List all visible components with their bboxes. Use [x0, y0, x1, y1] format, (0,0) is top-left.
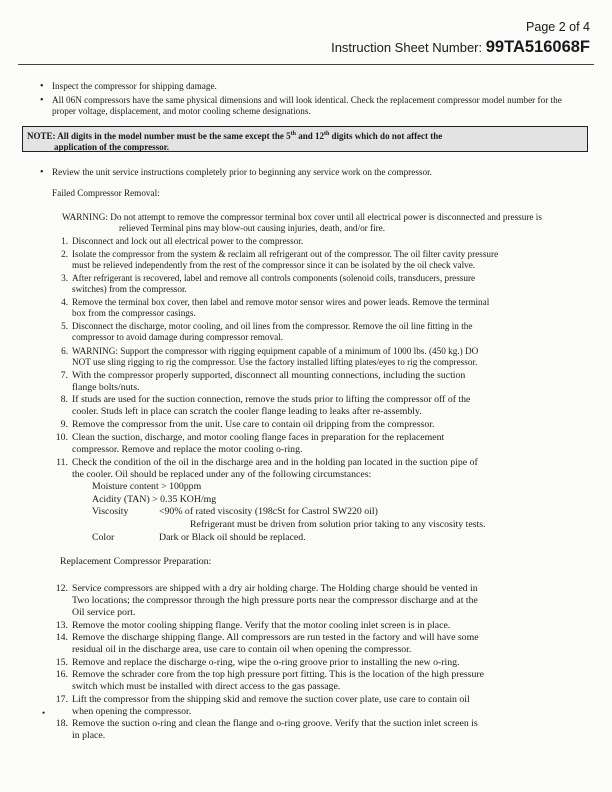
step-number: 6. — [61, 346, 68, 356]
removal-step-10 — [55, 432, 587, 456]
bullet-review: • Review the unit service instructions completely prior to beginning any service work on the compressor. — [52, 167, 572, 178]
step-number: 9. — [60, 419, 68, 430]
step-text: must be relieved independently from the rest of the compressor since it can be isolated by the oil check valve. — [72, 260, 476, 270]
step-number: 12. — [55, 583, 68, 594]
step-number: 11. — [56, 457, 68, 468]
oil-viscosity-value: <90% of rated viscosity (198cSt for Castrol SW220 oil) — [159, 506, 378, 517]
step-text: residual oil in the discharge area, use care to contain oil when opening the compressor. — [72, 644, 412, 655]
removal-step-6 — [61, 346, 587, 368]
step-number: 8. — [60, 394, 68, 405]
bullet-model-check: • All 06N compressors have the same physical dimensions and will look identical. Check the replacement compressor model number for the proper voltage, displacement, and motor cooling scheme designations. — [52, 95, 572, 117]
oil-color-label: Color — [92, 532, 115, 543]
bullet-inspect: • Inspect the compressor for shipping damage. — [52, 81, 572, 92]
removal-step-3 — [61, 273, 587, 295]
step-text: WARNING: Support the compressor with rigging equipment capable of a minimum of 1000 lbs. (450 kg.) DO — [72, 346, 479, 356]
step-text: in place. — [72, 730, 106, 741]
note-text-a: NOTE: All digits in the model number must be the same except the 5 — [27, 131, 291, 141]
step-text: With the compressor properly supported, disconnect all mounting connections, including the suction — [72, 370, 466, 381]
sheet-number: 99TA516068F — [485, 38, 590, 56]
step-text: cooler. Studs left in place can scratch the cooler flange leading to leaks after re-assembly. — [72, 406, 422, 417]
oil-acidity: Acidity (TAN) > 0.35 KOH/mg — [92, 494, 217, 505]
step-number: 3. — [61, 273, 68, 283]
step-text: compressor to avoid damage during compressor removal. — [72, 332, 283, 342]
step-text: Remove the schrader core from the top high pressure port fitting. This is the location of the high pressure — [72, 669, 484, 680]
step-text: flange bolts/nuts. — [72, 382, 140, 393]
removal-step-5 — [61, 321, 587, 343]
step-text: Two locations; the compressor through the high pressure ports near the compressor discharge and at the — [72, 595, 478, 606]
step-text: Isolate the compressor from the system & reclaim all refrigerant out of the compressor. The oil filter cavity pressure — [72, 249, 499, 259]
step-number: 4. — [61, 297, 68, 307]
note-box — [22, 126, 588, 152]
step-number: 5. — [61, 321, 68, 331]
step-number: 2. — [61, 249, 68, 259]
step-text: Remove and replace the discharge o-ring, wipe the o-ring groove prior to installing the new o-ring. — [72, 657, 460, 668]
step-text: Remove the compressor from the unit. Use care to contain oil dripping from the compressor. — [72, 419, 435, 430]
prep-step-18 — [55, 718, 587, 742]
page-number: Page 2 of 4 — [526, 20, 590, 34]
step-text: Oil service port. — [72, 607, 136, 618]
step-text: the cooler. Oil should be replaced under any of the following circumstances: — [72, 469, 372, 480]
warning-line-2: relieved Terminal pins may blow-out causing injuries, death, and/or fire. — [119, 223, 386, 233]
prep-step-13 — [55, 620, 587, 632]
removal-step-2 — [61, 249, 587, 271]
removal-step-11 — [56, 457, 587, 481]
warning-line-1: WARNING: Do not attempt to remove the compressor terminal box cover until all electrical power is disconnected and pressure is — [62, 212, 542, 222]
prep-step-15 — [55, 657, 587, 669]
removal-step-7 — [60, 370, 587, 394]
header-rule — [18, 64, 594, 65]
step-text: If studs are used for the suction connection, remove the studs prior to lifting the compressor off of the — [72, 394, 471, 405]
step-number: 13. — [55, 620, 68, 631]
removal-step-8 — [60, 394, 587, 418]
step-number: 7. — [60, 370, 68, 381]
instruction-sheet-header — [331, 38, 590, 57]
step-number: 18. — [55, 718, 68, 729]
step-text: Remove the terminal box cover, then label and remove motor sensor wires and power leads. Remove the terminal — [72, 297, 490, 307]
step-text: Disconnect the discharge, motor cooling, and oil lines from the compressor. Remove the oil line fitting in the — [72, 321, 473, 331]
oil-moisture: Moisture content > 100ppm — [92, 481, 202, 492]
removal-step-4 — [61, 297, 587, 319]
oil-viscosity-note: Refrigerant must be driven from solution prior taking to any viscosity tests. — [190, 519, 486, 530]
step-number: 1. — [61, 236, 68, 246]
step-text: when opening the compressor. — [72, 706, 192, 717]
step-text: switch which must be installed with direct access to the gas passage. — [72, 681, 341, 692]
step-text: After refrigerant is recovered, label and remove all controls components (solenoid coils, transducers, pressure — [72, 273, 476, 283]
removal-step-1 — [61, 236, 587, 247]
step-number: 15. — [55, 657, 68, 668]
note-text-b: and 12 — [295, 131, 324, 141]
prep-step-16 — [55, 669, 587, 693]
step-text: Remove the suction o-ring and clean the flange and o-ring groove. Verify that the suction inlet screen is — [72, 718, 478, 729]
step-number: 17. — [55, 694, 68, 705]
step-text: switches) from the compressor. — [72, 284, 187, 294]
step-text: Lift the compressor from the shipping skid and remove the suction cover plate, use care to contain oil — [72, 694, 470, 705]
step-text: NOT use sling rigging to rig the compressor. Use the factory installed lifting plates/eyes to rig the compressor. — [72, 357, 478, 367]
step-text: Service compressors are shipped with a dry air holding charge. The Holding charge should be vented in — [72, 583, 478, 594]
prep-step-17 — [55, 694, 587, 718]
note-line-2: application of the compressor. — [54, 142, 170, 152]
step-text: box from the compressor casings. — [72, 308, 196, 318]
note-text-c: digits which do not affect the — [329, 131, 443, 141]
step-number: 14. — [55, 632, 68, 643]
step-text: Clean the suction, discharge, and motor cooling flange faces in preparation for the replacement — [72, 432, 445, 443]
step-text: Remove the motor cooling shipping flange. Verify that the motor cooling inlet screen is in place. — [72, 620, 451, 631]
step-text: compressor. Remove and replace the motor cooling o-ring. — [72, 444, 303, 455]
sheet-label: Instruction Sheet Number: — [331, 40, 486, 55]
removal-step-9 — [60, 419, 587, 431]
replacement-heading: Replacement Compressor Preparation: — [60, 556, 212, 567]
prep-step-14 — [55, 632, 587, 656]
step-text: Remove the discharge shipping flange. All compressors are run tested in the factory and will have some — [72, 632, 479, 643]
step-text: Disconnect and lock out all electrical power to the compressor. — [72, 236, 304, 246]
prep-step-12 — [55, 583, 587, 619]
step-number: 10. — [55, 432, 68, 443]
note-sup-5th: th — [290, 131, 296, 137]
step-text: Check the condition of the oil in the discharge area and in the holding pan located in the suction pipe of — [72, 457, 478, 468]
step-number: 16. — [55, 669, 68, 680]
oil-viscosity-label: Viscosity — [92, 506, 129, 517]
margin-dot: • — [42, 708, 46, 718]
oil-color-value: Dark or Black oil should be replaced. — [159, 532, 306, 543]
failed-removal-heading: Failed Compressor Removal: — [52, 188, 160, 198]
note-sup-12th: th — [323, 131, 330, 137]
